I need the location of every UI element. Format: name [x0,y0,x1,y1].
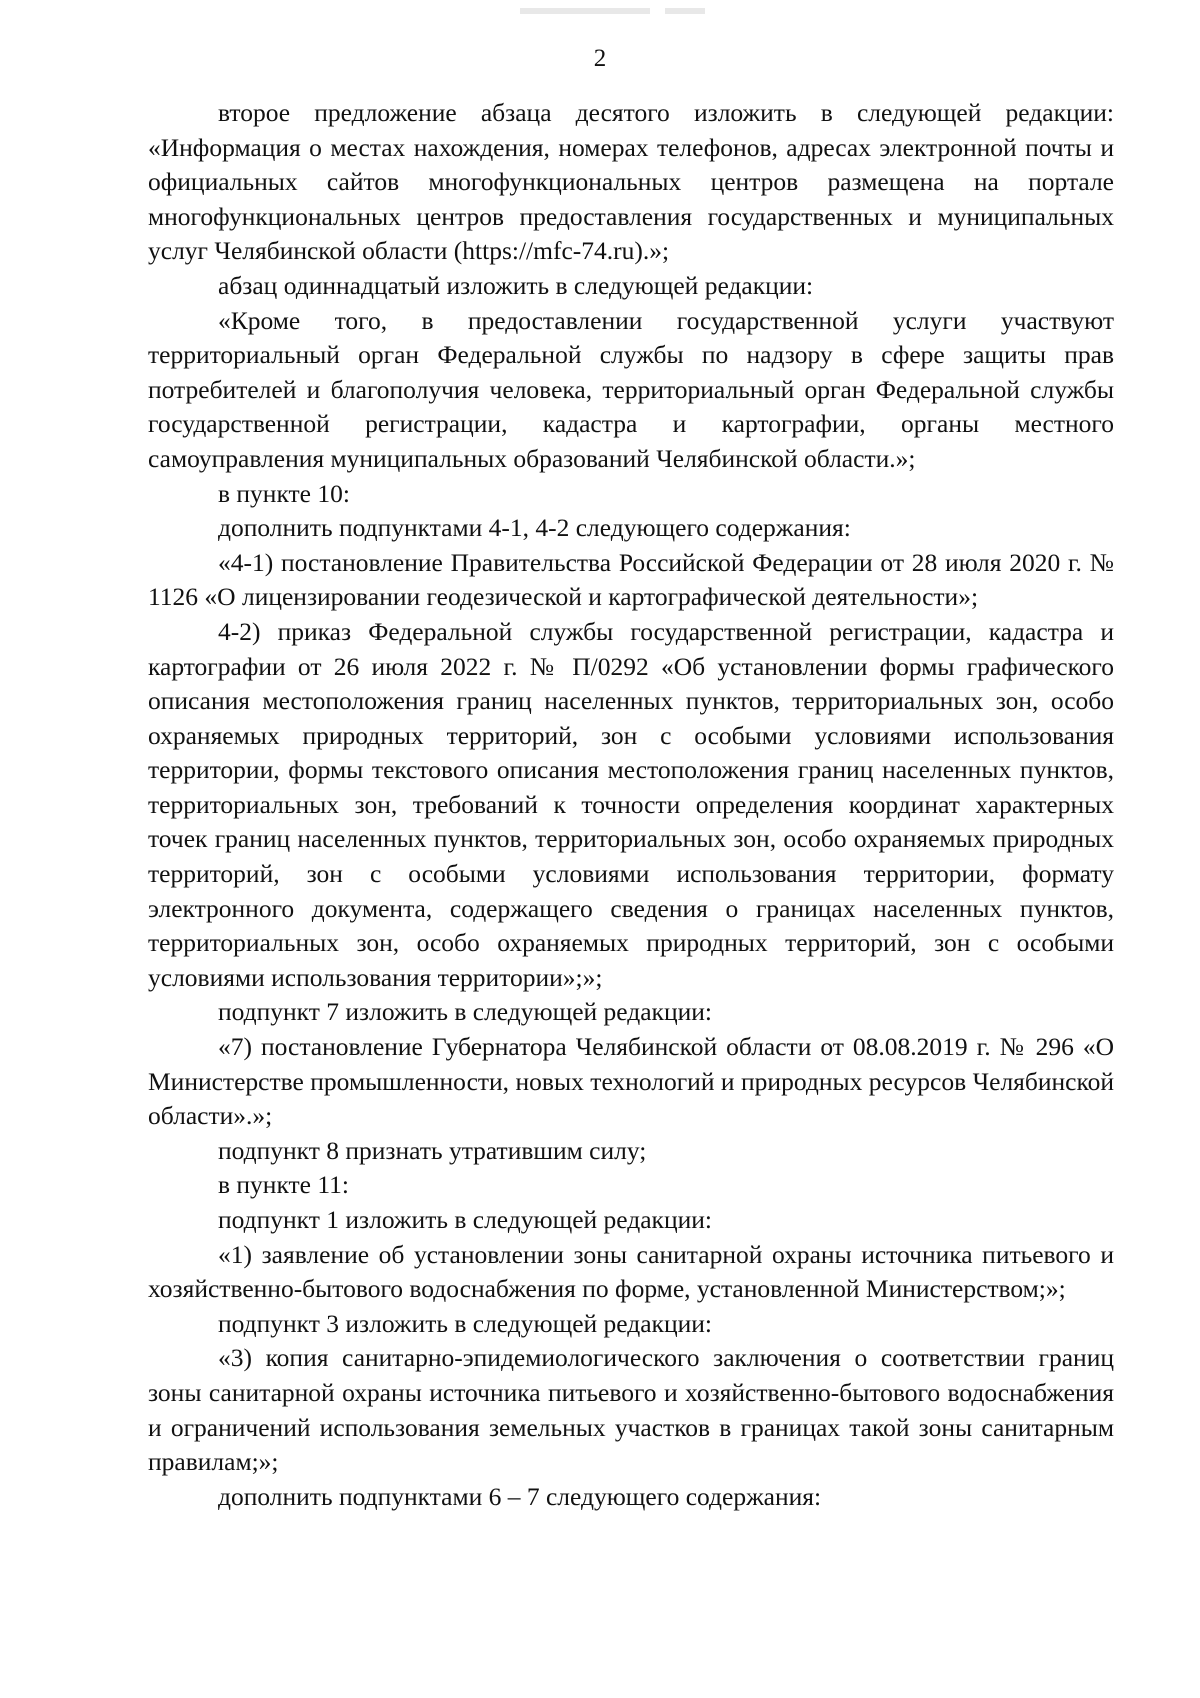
paragraph: подпункт 1 изложить в следующей редакции: [218,1205,712,1234]
paragraph: 4-2) приказ Федеральной службы государственной регистрации, кадастра и картографии от 26 июля 2022 г. № П/0292 «Об установлении формы графического описания местоположения границ населенных пунктов, территориальных зон, особо охраняемых природных территорий, зон с особыми условиями использования территории, формы текстового описания местоположения границ населенных пунктов, территориальных зон, требований к точности определения координат характерных точек границ населенных пунктов, территориальных зон, особо охраняемых природных территорий, зон с особыми условиями использования территории, формату электронного документа, содержащего сведения о границах населенных пунктов, территориальных зон, особо охраняемых природных территорий, зон с особыми условиями использования территории»;»; [148,616,1114,992]
paragraph: «7) постановление Губернатора Челябинской области от 08.08.2019 г. № 296 «О Министерстве промышленности, новых технологий и природных ресурсов Челябинской области».»; [148,1032,1114,1131]
scan-artifact [665,8,705,14]
page-number: 2 [593,45,607,72]
paragraph: в пункте 11: [218,1170,349,1200]
paragraph: подпункт 7 изложить в следующей редакции: [218,997,712,1027]
paragraph: в пункте 10: [218,478,350,508]
scan-artifact [520,8,650,14]
paragraph: второе предложение абзаца десятого изложить в следующей редакции: «Информация о местах нахождения, номерах телефонов, адресах электронной почты и официальных сайтов многофункциональных центров размещена на портале многофункциональных центров предоставления государственных и муниципальных услуг Челябинской области (https://mfc-74.ru).»; [148,98,1114,266]
paragraph: «Кроме того, в предоставлении государственной услуги участвуют территориальный орган Федеральной службы по надзору в сфере защиты прав потребителей и благополучия человека, территориальный орган Федеральной службы государственной регистрации, кадастра и картографии, органы местного самоуправления муниципальных образований Челябинской области.»; [148,305,1114,473]
document-body [148,96,1114,1514]
paragraph: дополнить подпунктами 4-1, 4-2 следующего содержания: [218,513,851,543]
paragraph: подпункт 3 изложить в следующей редакции: [218,1308,712,1338]
paragraph: абзац одиннадцатый изложить в следующей редакции: [218,270,814,300]
paragraph: дополнить подпунктами 6 – 7 следующего содержания: [218,1481,822,1511]
paragraph: подпункт 8 признать утратившим силу; [218,1135,647,1165]
paragraph: «4-1) постановление Правительства Российской Федерации от 28 июля 2020 г. № 1126 «О лицензировании геодезической и картографической деятельности»; [148,547,1114,612]
paragraph: «3) копия санитарно-эпидемиологического заключения о соответствии границ зоны санитарной охраны источника питьевого и хозяйственно-бытового водоснабжения и ограничений использования земельных участков в границах такой зоны санитарным правилам;»; [148,1343,1114,1477]
paragraph: «1) заявление об установлении зоны санитарной охраны источника питьевого и хозяйственно-бытового водоснабжения по форме, установленной Министерством;»; [148,1239,1114,1304]
